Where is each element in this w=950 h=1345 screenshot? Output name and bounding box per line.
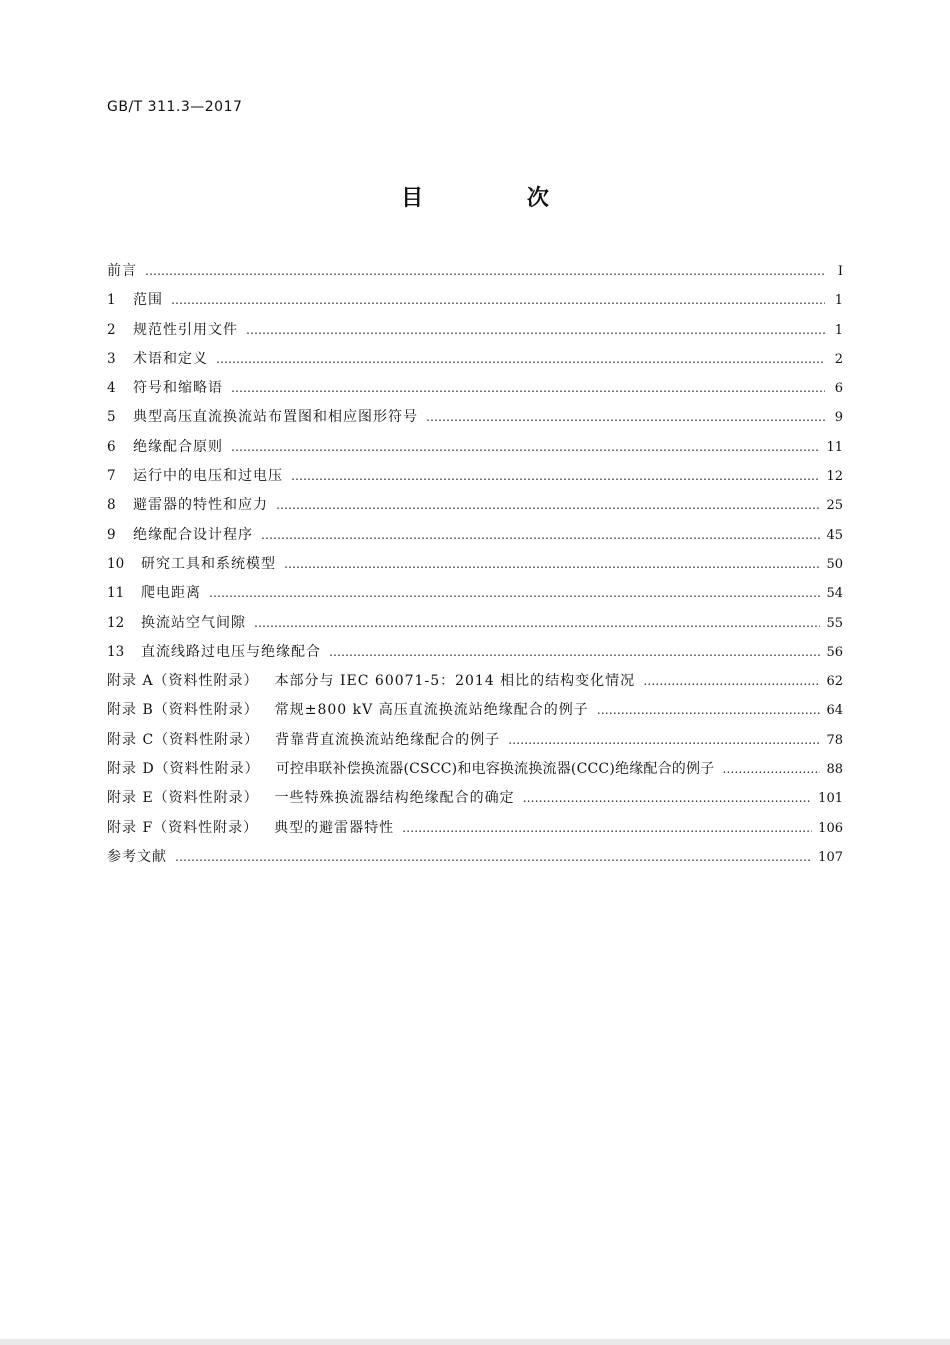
toc-leader-dots (246, 318, 825, 342)
toc-entry-number: 13 (107, 643, 125, 660)
toc-entry-title: 直流线路过电压与绝缘配合 (141, 643, 321, 660)
toc-entry-number: 3 (107, 350, 116, 367)
toc-entry-annex-b[interactable] (107, 698, 843, 727)
toc-entry-title: 典型高压直流换流站布置图和相应图形符号 (133, 409, 418, 426)
toc-entry-page: 6 (834, 381, 843, 397)
toc-entry-number: 6 (107, 438, 116, 455)
toc-leader-dots (231, 435, 820, 459)
toc-entry-title: 典型的避雷器特性 (274, 819, 395, 836)
toc-leader-dots (261, 523, 820, 547)
toc-leader-dots (329, 640, 820, 664)
toc-entry-7[interactable] (107, 464, 843, 493)
toc-entry-6[interactable] (107, 435, 843, 464)
toc-entry-title: 可控串联补偿换流器(CSCC)和电容换流换流器(CCC)绝缘配合的例子 (275, 761, 715, 778)
toc-entry-number: 5 (107, 409, 116, 426)
toc-leader-dots (597, 698, 821, 722)
standard-code: GB/T 311.3—2017 (107, 99, 243, 115)
toc-entry-title: 符号和缩略语 (133, 380, 223, 397)
toc-entry-annex-c[interactable] (107, 728, 843, 757)
toc-entry-title: 范围 (133, 292, 163, 309)
toc-entry-title: 一些特殊换流器结构绝缘配合的确定 (274, 790, 515, 807)
toc-entry-page: 55 (826, 615, 843, 631)
toc-entry-page: 56 (826, 644, 843, 660)
toc-entry-page: 106 (818, 820, 843, 836)
toc-entry-page: 101 (818, 791, 843, 807)
toc-entry-foreword[interactable] (107, 259, 843, 288)
toc-entry-page: 11 (826, 439, 843, 455)
toc-entry-page: 78 (826, 732, 843, 748)
toc-entry-title: 本部分与 IEC 60071-5：2014 相比的结构变化情况 (274, 673, 636, 690)
toc-leader-dots (284, 552, 820, 576)
toc-entry-4[interactable] (107, 376, 843, 405)
toc-entry-title: 换流站空气间隙 (141, 614, 246, 631)
toc-leader-dots (402, 816, 812, 840)
table-of-contents (107, 259, 843, 874)
toc-leader-dots (216, 347, 825, 371)
toc-leader-dots (643, 669, 820, 693)
toc-entry-page: 9 (834, 410, 843, 426)
toc-entry-9[interactable] (107, 523, 843, 552)
toc-entry-1[interactable] (107, 288, 843, 317)
toc-entry-title: 绝缘配合设计程序 (133, 526, 253, 543)
toc-entry-11[interactable] (107, 581, 843, 610)
toc-leader-dots (291, 464, 820, 488)
toc-entry-page: 1 (834, 293, 843, 309)
toc-annex-label: 附录 D（资料性附录） (107, 761, 260, 778)
toc-entry-number: 1 (107, 292, 116, 309)
toc-entry-13[interactable] (107, 640, 843, 669)
toc-leader-dots (523, 786, 813, 810)
toc-entry-title: 绝缘配合原则 (133, 438, 223, 455)
toc-entry-2[interactable] (107, 318, 843, 347)
toc-entry-annex-e[interactable] (107, 786, 843, 815)
toc-annex-label: 附录 F（资料性附录） (107, 819, 259, 836)
toc-entry-5[interactable] (107, 405, 843, 434)
toc-annex-label: 附录 A（资料性附录） (107, 673, 259, 690)
toc-entry-page: 2 (834, 351, 843, 367)
toc-entry-page: Ⅰ (837, 264, 843, 279)
toc-entry-annex-f[interactable] (107, 816, 843, 845)
toc-entry-10[interactable] (107, 552, 843, 581)
toc-entry-bibliography[interactable] (107, 845, 843, 874)
toc-entry-title: 避雷器的特性和应力 (133, 497, 268, 514)
toc-entry-title: 背靠背直流换流站绝缘配合的例子 (275, 731, 501, 748)
toc-leader-dots (426, 405, 825, 429)
toc-leader-dots (276, 493, 820, 517)
toc-leader-dots (254, 611, 820, 635)
toc-entry-number: 12 (107, 614, 125, 631)
toc-entry-page: 88 (826, 762, 843, 778)
toc-entry-number: 10 (107, 555, 125, 572)
toc-entry-8[interactable] (107, 493, 843, 522)
toc-entry-annex-d[interactable] (107, 757, 843, 786)
toc-entry-page: 1 (834, 322, 843, 338)
toc-entry-page: 25 (826, 498, 843, 514)
toc-entry-page: 54 (826, 586, 843, 602)
toc-entry-page: 45 (826, 527, 843, 543)
toc-entry-number: 9 (107, 526, 116, 543)
page-title: 目 次 (401, 186, 597, 211)
toc-leader-dots (508, 728, 820, 752)
toc-entry-number: 8 (107, 497, 116, 514)
page-bottom-edge (0, 1339, 950, 1345)
toc-leader-dots (171, 288, 825, 312)
toc-entry-number: 2 (107, 321, 116, 338)
toc-leader-dots (231, 376, 825, 400)
toc-entry-page: 50 (826, 556, 843, 572)
toc-leader-dots (722, 757, 820, 781)
toc-entry-title: 前言 (107, 263, 137, 279)
toc-entry-number: 11 (107, 585, 125, 602)
toc-entry-page: 12 (826, 469, 843, 485)
toc-entry-number: 7 (107, 468, 116, 485)
toc-entry-12[interactable] (107, 611, 843, 640)
toc-entry-title: 规范性引用文件 (133, 321, 238, 338)
toc-entry-title: 常规±800 kV 高压直流换流站绝缘配合的例子 (274, 702, 589, 719)
toc-leader-dots (145, 259, 825, 283)
toc-entry-page: 62 (826, 674, 843, 690)
toc-entry-title: 术语和定义 (133, 350, 208, 367)
toc-entry-page: 107 (818, 849, 843, 865)
toc-entry-number: 4 (107, 380, 116, 397)
toc-entry-title: 爬电距离 (141, 585, 201, 602)
toc-annex-label: 附录 E（资料性附录） (107, 790, 259, 807)
toc-annex-label: 附录 C（资料性附录） (107, 731, 260, 748)
toc-leader-dots (175, 845, 812, 869)
toc-annex-label: 附录 B（资料性附录） (107, 702, 259, 719)
toc-entry-title: 运行中的电压和过电压 (133, 468, 283, 485)
toc-entry-page: 64 (826, 703, 843, 719)
toc-entry-annex-a[interactable] (107, 669, 843, 698)
toc-entry-3[interactable] (107, 347, 843, 376)
toc-leader-dots (209, 581, 820, 605)
toc-entry-title: 研究工具和系统模型 (141, 555, 276, 572)
toc-entry-title: 参考文献 (107, 848, 167, 865)
